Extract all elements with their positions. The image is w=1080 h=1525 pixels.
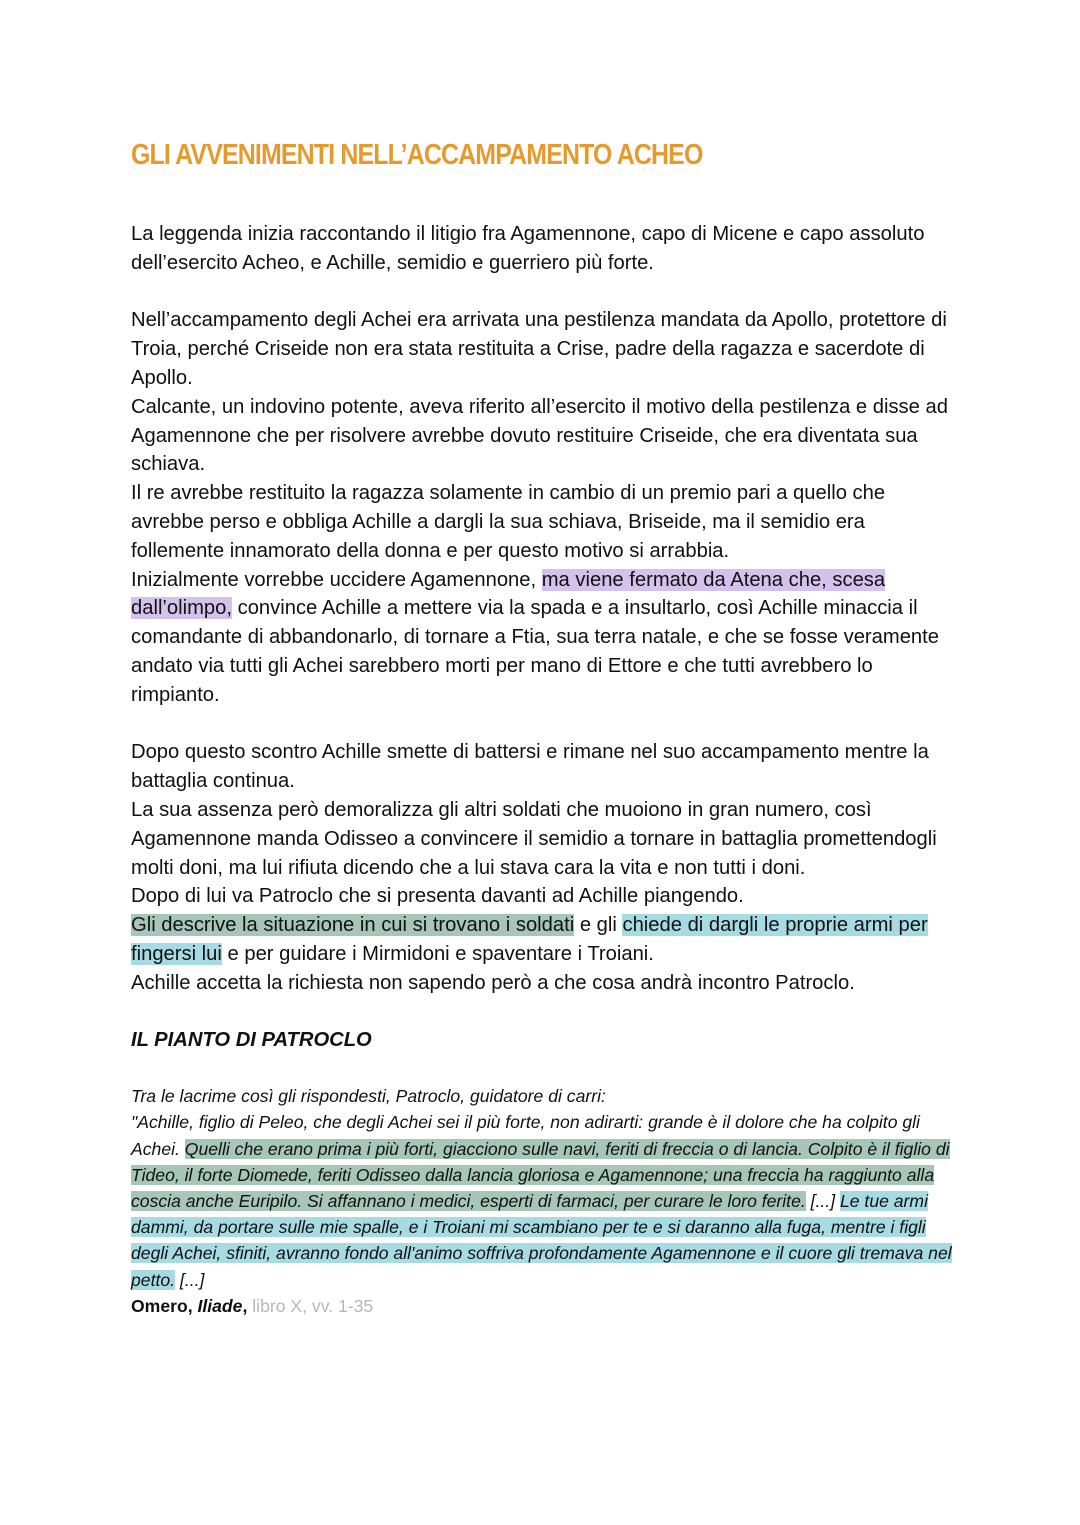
odisseo-sentence: La sua assenza però demoralizza gli altri soldati che muoiono in gran numero, così Agamennone manda Odisseo a convincere il semidio a tornare in battaglia promettendogli molti doni, ma lui rifiuta dicendo che a lui stava cara la vita e non tutti i doni. bbox=[131, 798, 937, 879]
citation bbox=[131, 1293, 961, 1319]
text-run: e per guidare i Mirmidoni e spaventare i Troiani. bbox=[221, 942, 654, 965]
text-run: e gli bbox=[574, 914, 623, 937]
citation-location: libro X, vv. 1-35 bbox=[252, 1295, 374, 1316]
spacer bbox=[131, 1055, 961, 1083]
text-run: convince Achille a mettere via la spada e a insultarlo, così Achille minaccia il comandante di abbandonarlo, di tornare a Ftia, sua terra natale, e che se fosse veramente andato via tutti gli Achei sarebbero morti per mano di Ettore e che tutti avrebbero lo rimpianto. bbox=[131, 597, 939, 706]
text-run: [...] bbox=[175, 1269, 205, 1290]
citation-author: Omero, bbox=[131, 1295, 198, 1316]
text-run: [...] bbox=[805, 1190, 840, 1211]
spacer bbox=[131, 172, 961, 220]
highlight-blue: Le tue armi dammi, da portare sulle mie spalle, e i Troiani mi scambiano per te e si daranno alla fuga, mentre i figli degli Achei, sfiniti, avranno fondo all'animo soffriva profondamente Agamennone e il cuore gli tremava nel petto. bbox=[131, 1190, 952, 1290]
highlight-green: Quelli che erano prima i più forti, giacciono sulle navi, feriti di freccia o di lancia. Colpito è il figlio di Tideo, il forte Diomede, feriti Odisseo dalla lancia gloriosa e Agamennone; una freccia ha raggiunto alla coscia anche Euripilo. Si affannano i medici, esperti di farmaci, per curare le loro ferite. bbox=[131, 1138, 950, 1211]
highlight-blue: chiede di dargli le proprie armi per fingersi lui bbox=[131, 914, 928, 965]
citation-work: Iliade bbox=[197, 1295, 243, 1316]
spacer bbox=[131, 998, 961, 1027]
patroclo-sentence: Dopo di lui va Patroclo che si presenta davanti ad Achille piangendo. bbox=[131, 885, 744, 908]
spacer bbox=[131, 278, 961, 307]
citation-comma: , bbox=[242, 1295, 253, 1316]
text-run: Inizialmente vorrebbe uccidere Agamennone, bbox=[131, 568, 542, 591]
atena-sentence bbox=[131, 566, 961, 710]
briseide-sentence: Il re avrebbe restituito la ragazza solamente in cambio di un premio pari a quello che avrebbe perso e obbliga Achille a dargli la sua schiava, Briseide, ma il semidio era follemente innamorato della donna e per questo motivo si arrabbia. bbox=[131, 482, 886, 562]
document-page bbox=[131, 138, 961, 1319]
achille-accepts-sentence: Achille accetta la richiesta non sapendo però a che cosa andrà incontro Patroclo. bbox=[131, 971, 855, 994]
subheading: IL PIANTO DI PATROCLO bbox=[131, 1029, 372, 1052]
highlight-purple: ma viene fermato da Atena che, scesa dall’olimpo, bbox=[131, 568, 886, 620]
achille-withdraws-sentence: Dopo questo scontro Achille smette di battersi e rimane nel suo accampamento mentre la battaglia continua. bbox=[131, 741, 929, 793]
pestilence-sentence: Nell’accampamento degli Achei era arrivata una pestilenza mandata da Apollo, protettore di Troia, perché Criseide non era stata restituita a Crise, padre della ragazza e sacerdote di Apollo. bbox=[131, 309, 947, 389]
armor-request-sentence bbox=[131, 911, 961, 969]
section-heading: GLI AVVENIMENTI NELL’ACCAMPAMENTO ACHEO bbox=[131, 139, 703, 171]
quote-intro-line: Tra le lacrime così gli rispondesti, Patroclo, guidatore di carri: bbox=[131, 1086, 606, 1107]
pestilence-paragraph bbox=[131, 306, 961, 709]
highlight-green: Gli descrive la situazione in cui si trovano i soldati bbox=[131, 914, 575, 937]
quote-body bbox=[131, 1109, 961, 1292]
intro-paragraph: La leggenda inizia raccontando il litigio fra Agamennone, capo di Micene e capo assoluto dell’esercito Acheo, e Achille, semidio e guerriero più forte. bbox=[131, 223, 925, 274]
quote-block bbox=[131, 1083, 961, 1319]
spacer bbox=[131, 710, 961, 739]
text-run: "Achille, figlio di Peleo, che degli Achei sei il più forte, non adirarti: grande è il dolore che ha colpito gli Achei. bbox=[131, 1112, 920, 1159]
battle-paragraph bbox=[131, 738, 961, 997]
calcante-sentence: Calcante, un indovino potente, aveva riferito all’esercito il motivo della pestilenza e disse ad Agamennone che per risolvere avrebbe dovuto restituire Criseide, che era diventata sua schiava. bbox=[131, 395, 948, 476]
